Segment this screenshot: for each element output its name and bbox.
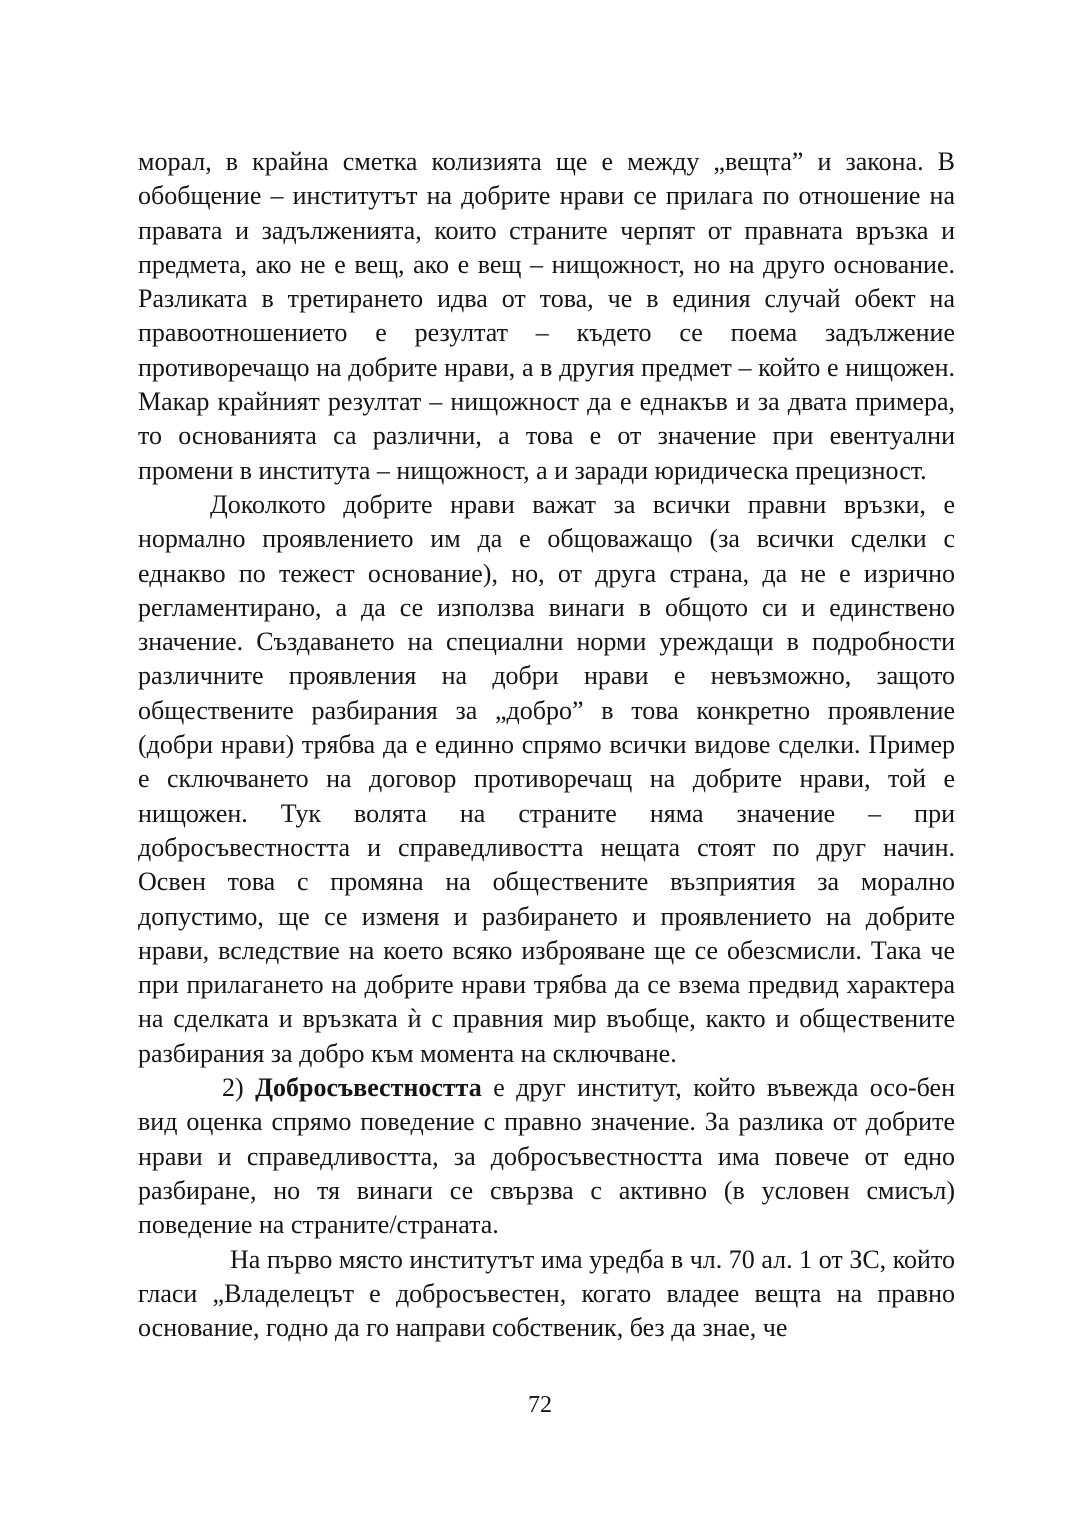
body-text bbox=[138, 145, 955, 1345]
page-number: 72 bbox=[528, 1392, 552, 1418]
paragraph-4: На първо място институтът има уредба в чл. 70 ал. 1 от ЗС, който гласи „Владелецът е добросъвестен, когато владее вещта на правно основание, годно да го направи собственик, без да знае, че bbox=[138, 1244, 955, 1343]
paragraph-3 bbox=[138, 1071, 955, 1242]
bold-term: Добросъвестността bbox=[255, 1073, 482, 1103]
paragraph-2: Доколкото добрите нрави важат за всички правни връзки, е нормално проявлението им да е общоважащо (за всички сделки с еднакво по тежест основание), но, от друга страна, да не е изрично регламентирано, а да се използва винаги в общото си и единствено значение. Създаването на специални норми уреждащи в подробности различните проявления на добри нрави е невъзможно, защото обществените разбирания за „добро” в това конкретно проявление (добри нрави) трябва да е единно спрямо всички видове сделки. Пример е сключването на договор противоречащ на добрите нрави, той е нищожен. Тук волята на страните няма значение – при добросъвестността и справедливостта нещата стоят по друг начин. Освен това с промяна на обществените възприятия за морално допустимо, ще се изменя и разбирането и проявлението на добрите нрави, вследствие на което всяко изброяване ще се обезсмисли. Така че при прилагането на добрите нрави трябва да се взема предвид характера на сделката и връзката ѝ с правния мир въобще, както и обществените разбирания за добро към момента на сключване. bbox=[138, 489, 955, 1068]
paragraph-1: морал, в крайна сметка колизията ще е между „вещта” и закона. В обобщение – институтът на добрите нрави се прилага по отношение на правата и задълженията, които страните черпят от правната връзка и предмета, ако не е вещ, ако е вещ – нищожност, но на друго основание. Разликата в третирането идва от това, че в единия случай обект на правоотношението е резултат – където се поема задължение противоречащо на добрите нрави, а в другия предмет – който е нищожен. Макар крайният резултат – нищожност да е еднакъв и за двата примера, то основанията са различни, а това е от значение при евентуални промени в института – нищожност, а и заради юридическа прецизност. bbox=[138, 147, 955, 485]
paragraph-3-text: е друг институт, който въвежда осо-бен вид оценка спрямо поведение с правно значение. За разлика от добрите нрави и справедливостта, за добросъвестността има повече от едно разбиране, но тя винаги се свързва с активно (в условен смисъл) поведение на страните/страната. bbox=[138, 1073, 955, 1240]
list-number: 2) bbox=[222, 1073, 256, 1103]
